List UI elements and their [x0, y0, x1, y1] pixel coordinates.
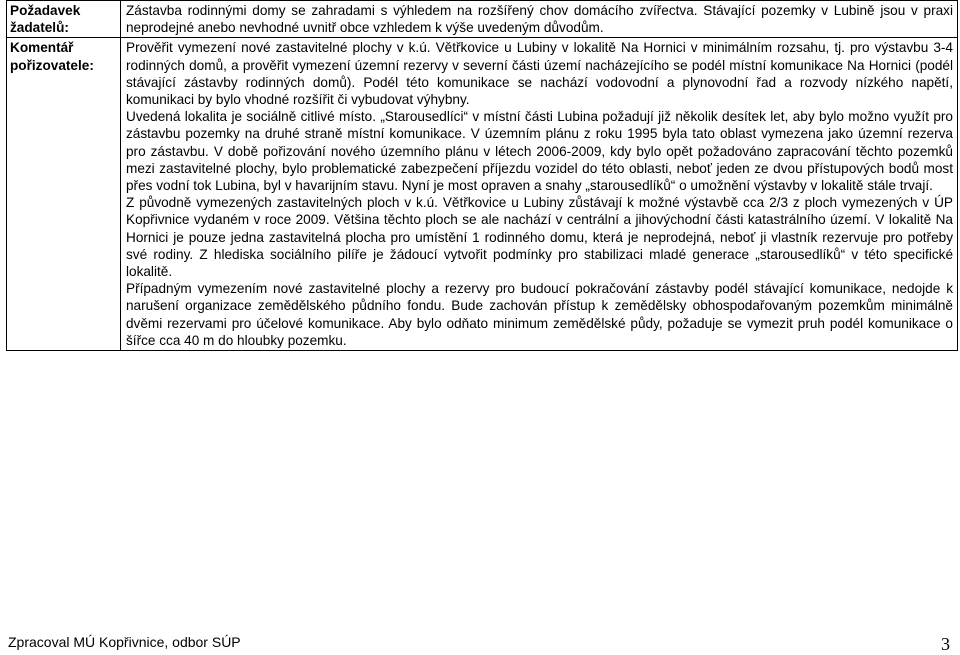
paragraph: Prověřit vymezení nové zastavitelné plochy v k.ú. Větřkovice u Lubiny v lokalitě Na Hornici v minimálním rozsahu, tj. pro výstavbu 3-4 rodinných domů, a prověřit vymezení územní rezervy v severní části území nacházejícího se podél místní komunikace Na Hornici (podél stávající zástavby rodinných domů). Podél této komunikace se nachází vodovodní a plynovodní řad a rozvody nízkého napětí, komunikaci by bylo vhodné rozšířit či vybudovat výhybny.	[126, 40, 953, 108]
page-number: 3	[941, 634, 950, 654]
document-table	[6, 0, 958, 351]
row-content	[121, 1, 958, 38]
paragraph: Z původně vymezených zastavitelných ploch v k.ú. Větřkovice u Lubiny zůstávají k možné výstavbě cca 2/3 z ploch vymezených v ÚP Kopřivnice vydaném v roce 2009. Většina těchto ploch se ale nachází v centrální a jihovýchodní části katastrálního území. V lokalitě Na Hornici je pouze jedna zastavitelná plocha pro umístění 1 rodinného domu, která je neprodejná, neboť ji vlastník rezervuje pro potřeby své rodiny. Z hlediska sociálního pilíře je žádoucí vytvořit podmínky pro stabilizaci mladé generace „starousedlíků“ v této specifické lokalitě.	[126, 195, 953, 280]
row-label: Komentář pořizovatele:	[7, 38, 121, 351]
footer-prepared-by: Zpracoval MÚ Kopřivnice, odbor SÚP	[8, 634, 241, 650]
table-row-request	[7, 1, 958, 38]
row-content	[121, 38, 958, 351]
paragraph: Uvedená lokalita je sociálně citlivé místo. „Starousedlíci“ v místní části Lubina požadují již několik desítek let, aby bylo možno využít pro zástavbu pozemky na druhé straně místní komunikace. V územním plánu z roku 1995 byla tato oblast vymezena jako územní rezerva pro zástavbu. V době pořizování nového územního plánu v létech 2006-2009, kdy bylo opět požadováno zapracování těchto pozemků mezi zastavitelné plochy, bylo problematické zabezpečení příjezdu vozidel do této oblasti, neboť jeden ze dvou přístupových bodů most přes vodní tok Lubina, byl v havarijním stavu. Nyní je most opraven a snahy „starousedlíků“ o umožnění výstavby v lokalitě stále trvají.	[126, 109, 953, 194]
paragraph: Zástavba rodinnými domy se zahradami s výhledem na rozšířený chov domácího zvířectva. Stávající pozemky v Lubině jsou v praxi neprodejné anebo nevhodné uvnitř obce vzhledem k výše uvedeným důvodům.	[126, 3, 953, 36]
paragraph: Případným vymezením nové zastavitelné plochy a rezervy pro budoucí pokračování zástavby podél stávající komunikace, nedojde k narušení organizace zemědělského půdního fondu. Bude zachován přístup k zemědělsky obhospodařovaným pozemkům minimálně dvěmi rezervami pro účelové komunikace. Aby bylo odňato minimum zemědělské půdy, požaduje se vymezit pruh podél komunikace o šířce cca 40 m do hloubky pozemku.	[126, 281, 953, 348]
table-row-comment	[7, 38, 958, 351]
row-label: Požadavek žadatelů:	[7, 1, 121, 38]
